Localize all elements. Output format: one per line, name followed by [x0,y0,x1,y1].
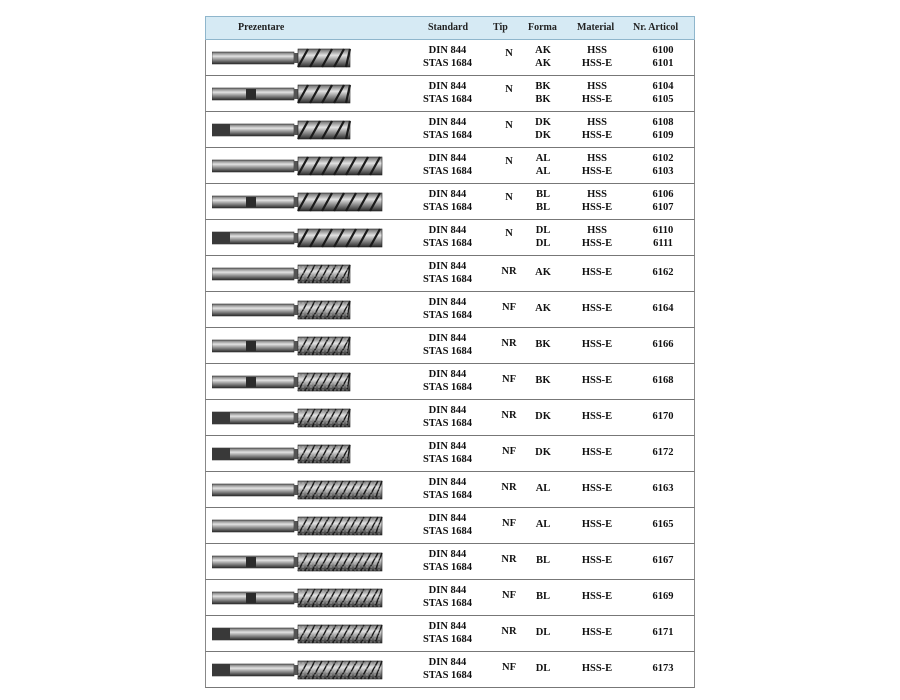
forma-value: BL [535,202,550,213]
roughing-end-mill-cylindrical-shank-long-icon [212,479,384,501]
header-article-number: Nr. Articol [633,22,679,33]
material-value: HSS-E [581,94,613,105]
end-mill-threaded-shank-long-icon [212,227,384,249]
article-number-cell [644,44,682,70]
material-value: HSS-E [581,591,613,602]
article-number-cell [644,590,682,603]
tip-cell: NR [501,554,517,565]
article-number-value: 6169 [652,591,674,602]
forma-value: DL [535,627,551,638]
article-number-cell [644,446,682,459]
standard-value: STAS 1684 [422,166,473,177]
standard-cell [420,548,475,574]
article-number-value: 6166 [652,339,674,350]
tip-cell: N [505,228,513,239]
article-number-value: 6107 [652,202,674,213]
standard-value: STAS 1684 [422,490,473,501]
roughing-end-mill-cylindrical-shank-icon [212,299,352,321]
tip-cell: NF [502,374,516,385]
standard-cell [420,620,475,646]
forma-cell [532,410,554,423]
standard-cell [420,224,475,250]
article-number-cell [644,80,682,106]
article-number-value: 6171 [652,627,674,638]
end-mill-weldon-shank-long-icon [212,191,384,213]
tip-cell: NR [501,410,517,421]
header-standard: Standard [428,22,469,33]
material-value: HSS-E [581,202,613,213]
material-cell [576,590,618,603]
forma-cell [532,80,554,106]
roughing-end-mill-weldon-shank-long-icon [212,587,384,609]
standard-value: STAS 1684 [422,130,473,141]
material-cell [576,44,618,70]
article-number-value: 6172 [652,447,674,458]
forma-value: AL [535,166,551,177]
header-tip: Tip [493,22,508,33]
material-cell [576,80,618,106]
forma-value: AL [535,153,551,164]
article-number-value: 6111 [653,238,673,249]
table-row [205,148,695,184]
table-row [205,76,695,112]
standard-cell [420,80,475,106]
standard-cell [420,512,475,538]
material-cell [576,338,618,351]
material-cell [576,518,618,531]
forma-cell [532,518,554,531]
standard-value: DIN 844 [428,441,467,452]
standard-value: DIN 844 [428,549,467,560]
table-row [205,400,695,436]
forma-cell [532,44,554,70]
standard-cell [420,440,475,466]
standard-cell [420,296,475,322]
header-material: Material [577,22,615,33]
end-mill-cylindrical-shank-icon [212,47,352,69]
table-row [205,328,695,364]
standard-value: STAS 1684 [422,526,473,537]
material-value: HSS-E [581,555,613,566]
table-row [205,652,695,688]
material-value: HSS-E [581,375,613,386]
roughing-end-mill-weldon-shank-long-icon [212,551,384,573]
forma-value: AK [535,45,551,56]
roughing-end-mill-threaded-shank-icon [212,407,352,429]
standard-value: DIN 844 [428,513,467,524]
forma-cell [532,302,554,315]
material-cell [576,554,618,567]
tip-cell: NF [502,590,516,601]
forma-cell [532,338,554,351]
material-value: HSS-E [581,166,613,177]
table-row [205,220,695,256]
forma-cell [532,374,554,387]
material-cell [576,302,618,315]
standard-cell [420,188,475,214]
standard-value: STAS 1684 [422,562,473,573]
article-number-cell [644,302,682,315]
standard-value: STAS 1684 [422,382,473,393]
forma-cell [532,152,554,178]
tip-cell: NR [501,626,517,637]
material-value: HSS-E [581,303,613,314]
tip-cell: NF [502,302,516,313]
forma-cell [532,554,554,567]
tip-cell: NR [501,482,517,493]
standard-value: STAS 1684 [422,310,473,321]
forma-value: BL [535,591,550,602]
forma-cell [532,446,554,459]
end-mill-cylindrical-shank-long-icon [212,155,384,177]
standard-cell [420,152,475,178]
material-value: HSS-E [581,58,613,69]
standard-value: DIN 844 [428,225,467,236]
standard-value: DIN 844 [428,369,467,380]
material-value: HSS-E [581,267,613,278]
standard-value: DIN 844 [428,477,467,488]
tip-cell: N [505,48,513,59]
standard-value: STAS 1684 [422,238,473,249]
material-cell [576,116,618,142]
article-number-cell [644,554,682,567]
standard-value: DIN 844 [428,81,467,92]
tip-cell: NF [502,662,516,673]
material-value: HSS-E [581,663,613,674]
table-row [205,256,695,292]
material-value: HSS [587,45,607,56]
standard-value: DIN 844 [428,45,467,56]
article-number-value: 6167 [652,555,674,566]
standard-value: STAS 1684 [422,94,473,105]
forma-cell [532,590,554,603]
material-value: HSS-E [581,238,613,249]
material-cell [576,374,618,387]
article-number-cell [644,224,682,250]
article-number-value: 6103 [652,166,674,177]
roughing-end-mill-threaded-shank-long-icon [212,623,384,645]
article-number-cell [644,518,682,531]
material-value: HSS-E [581,130,613,141]
article-number-value: 6109 [652,130,674,141]
material-value: HSS-E [581,627,613,638]
roughing-end-mill-threaded-shank-icon [212,443,352,465]
article-number-cell [644,152,682,178]
material-cell [576,446,618,459]
material-cell [576,662,618,675]
article-number-value: 6104 [652,81,674,92]
table-row [205,472,695,508]
forma-value: DK [535,130,551,141]
material-value: HSS-E [581,519,613,530]
end-mill-weldon-shank-icon [212,83,352,105]
article-number-cell [644,482,682,495]
table-row [205,508,695,544]
article-number-value: 6101 [652,58,674,69]
forma-value: DK [535,447,551,458]
material-cell [576,410,618,423]
material-value: HSS [587,153,607,164]
table-row [205,40,695,76]
roughing-end-mill-weldon-shank-icon [212,371,352,393]
table-row [205,616,695,652]
article-number-cell [644,266,682,279]
forma-value: AK [535,267,551,278]
material-value: HSS [587,225,607,236]
forma-value: DL [535,225,551,236]
forma-value: AK [535,58,551,69]
forma-cell [532,662,554,675]
article-number-value: 6164 [652,303,674,314]
article-number-value: 6106 [652,189,674,200]
article-number-cell [644,116,682,142]
table-row [205,112,695,148]
standard-value: STAS 1684 [422,418,473,429]
forma-value: AL [535,483,551,494]
header-presentation: Prezentare [238,22,285,33]
forma-value: AL [535,519,551,530]
forma-cell [532,626,554,639]
material-cell [576,188,618,214]
standard-value: STAS 1684 [422,454,473,465]
standard-cell [420,44,475,70]
standard-value: STAS 1684 [422,670,473,681]
forma-value: BK [535,375,551,386]
table-row [205,364,695,400]
standard-cell [420,476,475,502]
material-cell [576,482,618,495]
standard-value: STAS 1684 [422,202,473,213]
standard-cell [420,584,475,610]
forma-value: DK [535,117,551,128]
header-forma: Forma [528,22,557,33]
forma-value: BK [535,339,551,350]
article-number-cell [644,374,682,387]
standard-value: STAS 1684 [422,346,473,357]
product-catalog-table [205,16,695,688]
article-number-cell [644,188,682,214]
standard-cell [420,260,475,286]
standard-cell [420,332,475,358]
standard-cell [420,656,475,682]
material-cell [576,224,618,250]
article-number-value: 6102 [652,153,674,164]
material-cell [576,152,618,178]
roughing-end-mill-weldon-shank-icon [212,335,352,357]
material-value: HSS [587,117,607,128]
standard-value: DIN 844 [428,117,467,128]
article-number-cell [644,626,682,639]
forma-cell [532,266,554,279]
article-number-value: 6105 [652,94,674,105]
material-value: HSS-E [581,339,613,350]
standard-value: STAS 1684 [422,634,473,645]
tip-cell: N [505,156,513,167]
table-header [205,16,695,40]
tip-cell: N [505,120,513,131]
table-row [205,436,695,472]
article-number-value: 6170 [652,411,674,422]
standard-value: DIN 844 [428,297,467,308]
forma-value: BL [535,189,550,200]
article-number-value: 6162 [652,267,674,278]
article-number-cell [644,410,682,423]
standard-value: STAS 1684 [422,58,473,69]
material-value: HSS-E [581,411,613,422]
forma-value: DK [535,411,551,422]
standard-cell [420,116,475,142]
standard-value: DIN 844 [428,585,467,596]
article-number-cell [644,338,682,351]
forma-cell [532,188,554,214]
forma-cell [532,224,554,250]
standard-value: STAS 1684 [422,274,473,285]
article-number-value: 6108 [652,117,674,128]
end-mill-threaded-shank-icon [212,119,352,141]
forma-value: DL [535,663,551,674]
material-value: HSS-E [581,483,613,494]
material-value: HSS [587,81,607,92]
article-number-value: 6100 [652,45,674,56]
table-row [205,184,695,220]
standard-value: STAS 1684 [422,598,473,609]
article-number-value: 6168 [652,375,674,386]
standard-cell [420,404,475,430]
article-number-value: 6110 [652,225,674,236]
article-number-cell [644,662,682,675]
forma-value: BK [535,81,551,92]
tip-cell: NR [501,266,517,277]
tip-cell: NR [501,338,517,349]
article-number-value: 6173 [652,663,674,674]
forma-cell [532,482,554,495]
tip-cell: NF [502,518,516,529]
article-number-value: 6163 [652,483,674,494]
standard-value: DIN 844 [428,657,467,668]
roughing-end-mill-threaded-shank-long-icon [212,659,384,681]
table-row [205,292,695,328]
forma-value: DL [535,238,551,249]
standard-value: DIN 844 [428,333,467,344]
material-value: HSS [587,189,607,200]
tip-cell: N [505,84,513,95]
forma-cell [532,116,554,142]
roughing-end-mill-cylindrical-shank-icon [212,263,352,285]
standard-value: DIN 844 [428,621,467,632]
article-number-value: 6165 [652,519,674,530]
forma-value: BK [535,94,551,105]
forma-value: AK [535,303,551,314]
tip-cell: N [505,192,513,203]
table-row [205,580,695,616]
standard-value: DIN 844 [428,405,467,416]
standard-value: DIN 844 [428,189,467,200]
material-value: HSS-E [581,447,613,458]
table-body [205,40,695,688]
roughing-end-mill-cylindrical-shank-long-icon [212,515,384,537]
forma-value: BL [535,555,550,566]
table-row [205,544,695,580]
material-cell [576,266,618,279]
standard-value: DIN 844 [428,153,467,164]
material-cell [576,626,618,639]
standard-value: DIN 844 [428,261,467,272]
standard-cell [420,368,475,394]
tip-cell: NF [502,446,516,457]
